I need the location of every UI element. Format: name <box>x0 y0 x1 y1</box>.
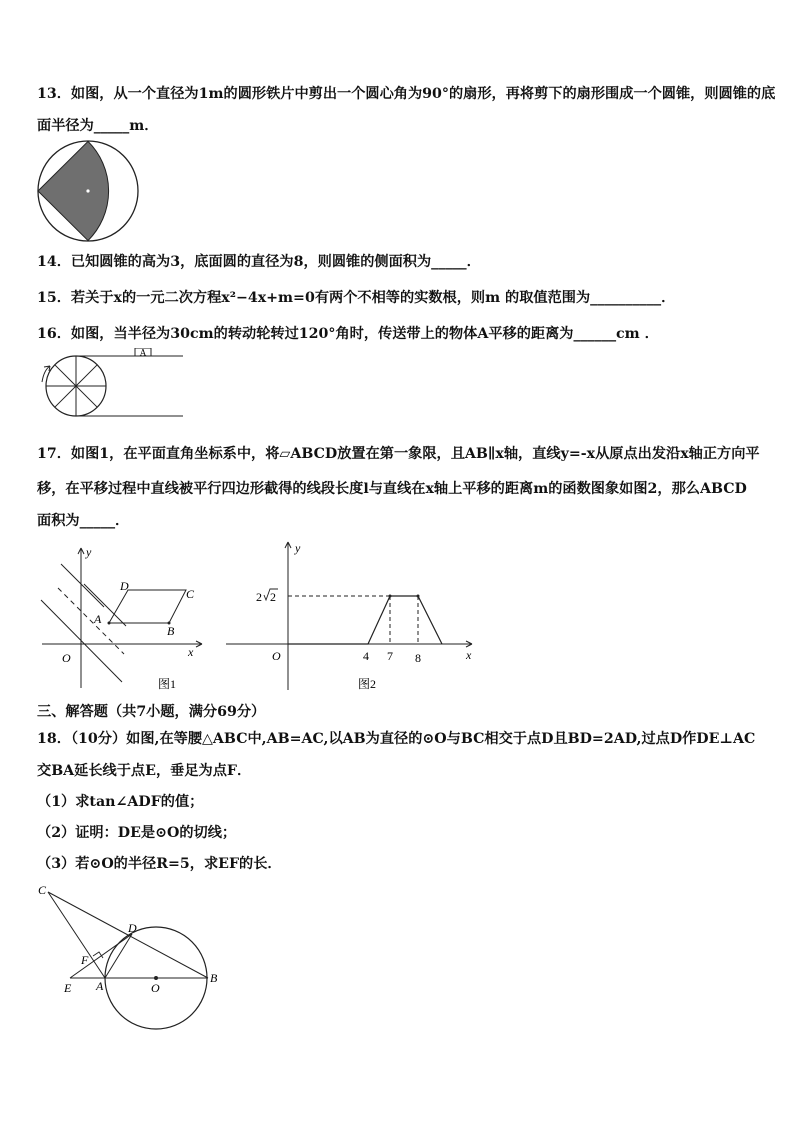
fig1-point-a: A <box>94 612 102 626</box>
fig2-xtick-7: 7 <box>387 649 393 663</box>
fig1-point-c: C <box>186 587 195 601</box>
q18-point-e: E <box>64 981 72 995</box>
q15-text: 15．若关于x的一元二次方程x²−4x+m=0有两个不相等的实数根，则m 的取值范围为__________． <box>37 290 676 306</box>
fig2-x-label: x <box>466 648 472 662</box>
q13-line2: 面半径为_____m． <box>37 118 159 134</box>
q18-point-a: A <box>96 979 104 993</box>
q18-point-d: D <box>128 921 137 935</box>
q17-line3: 面积为_____． <box>37 513 130 529</box>
q14-text: 14．已知圆锥的高为3，底面圆的直径为8，则圆锥的侧面积为_____． <box>37 254 481 270</box>
fig2-xtick-8: 8 <box>415 651 421 665</box>
q17-figure2 <box>222 538 476 692</box>
q18-figure <box>34 880 234 1032</box>
q18-point-f: F <box>81 953 89 967</box>
q17-line1: 17．如图1，在平面直角坐标系中，将▱ABCD放置在第一象限，且AB∥x轴，直线y=-x从原点出发沿x轴正方向平 <box>37 446 760 462</box>
fig1-point-d: D <box>120 579 129 593</box>
q16-text: 16．如图，当半径为30cm的转动轮转过120°角时，传送带上的物体A平移的距离为______cm ． <box>37 326 659 342</box>
q18-line1: 18．（10分）如图,在等腰△ABC中,AB=AC,以AB为直径的⊙O与BC相交于点D且BD=2AD,过点D作DE⊥AC <box>37 731 756 747</box>
q18-point-o: O <box>151 981 160 995</box>
fig2-caption: 图2 <box>358 677 377 691</box>
q18-point-c: C <box>38 883 47 897</box>
fig2-ytick-root: 2 <box>270 590 276 604</box>
q13-sector-figure <box>34 138 142 244</box>
fig1-point-b: B <box>167 624 175 638</box>
fig1-y-label: y <box>86 545 92 559</box>
fig2-y-label: y <box>295 541 301 555</box>
fig1-x-label: x <box>188 645 194 659</box>
q18-part1: （1）求tan∠ADF的值； <box>37 794 204 810</box>
q18-point-b: B <box>210 971 218 985</box>
fig1-origin-label: O <box>62 651 71 665</box>
q18-part3: （3）若⊙O的半径R=5，求EF的长． <box>37 856 282 872</box>
fig2-xtick-4: 4 <box>363 649 369 663</box>
q18-line2: 交BA延长线于点E，垂足为点F． <box>37 763 252 779</box>
section3-title: 三、解答题（共7小题，满分69分） <box>37 704 266 720</box>
q17-line2: 移，在平移过程中直线被平行四边形截得的线段长度l与直线在x轴上平移的距离m的函数图象如图2，那么ABCD <box>37 481 747 497</box>
q16-conveyor-figure <box>36 348 188 424</box>
q18-part2: （2）证明：DE是⊙O的切线； <box>37 825 237 841</box>
q16-label-a: A <box>139 348 147 358</box>
q17-figure1 <box>36 542 208 692</box>
fig2-ytick-coef: 2 <box>256 590 262 604</box>
fig2-origin-label: O <box>272 649 281 663</box>
q13-line1: 13．如图，从一个直径为1m的圆形铁片中剪出一个圆心角为90°的扇形，再将剪下的扇形围成一个圆锥，则圆锥的底 <box>37 86 776 102</box>
fig1-caption: 图1 <box>158 677 177 691</box>
